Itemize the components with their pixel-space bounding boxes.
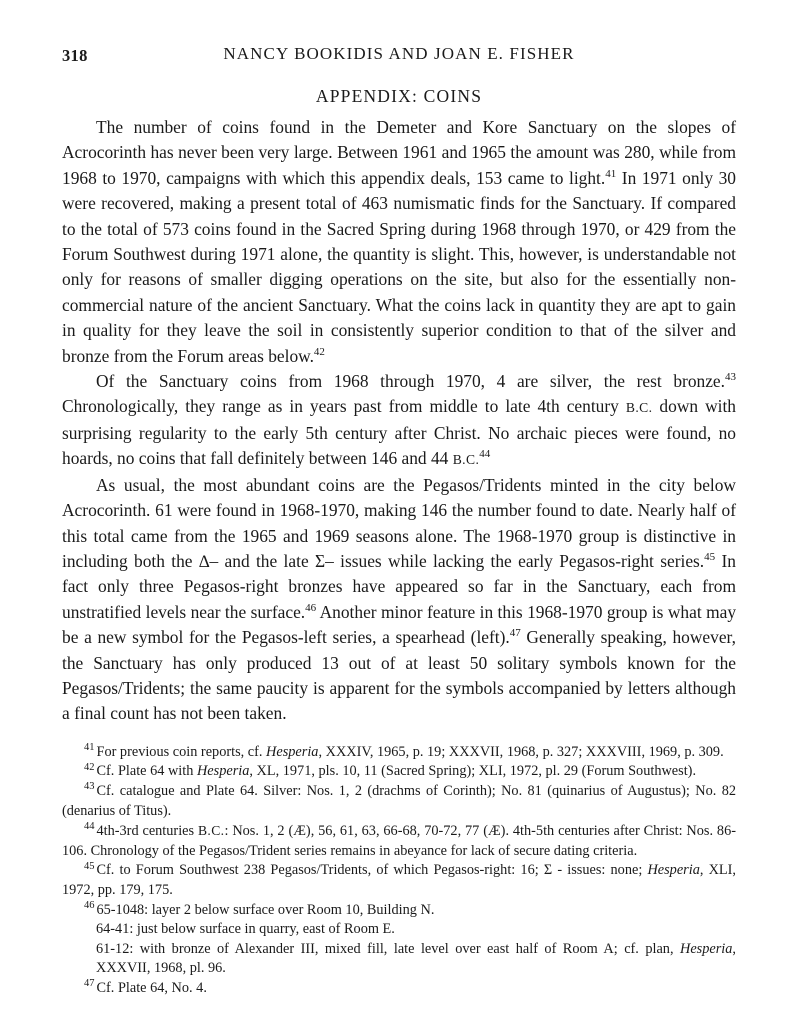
footnote-number: 41	[84, 741, 95, 753]
footnote-43	[62, 782, 736, 821]
para3-text-c: Another minor feature in this 1968-1970 group is what may be a new symbol for the Pegasos-left series, a spearhead (left).	[62, 601, 737, 648]
para1-text-a: The number of coins found in the Demeter and Kore Sanctuary on the slopes of Acrocorinth has never been very large. Between 1961 and 1965 the amount was 280, while from 1968 to 1970, campaigns with which this appendix deals, 153 came to light.	[62, 117, 736, 188]
footnote-text: , XL, 1971, pls. 10, 11 (Sacred Spring); XLI, 1972, pl. 29 (Forum Southwest).	[249, 763, 697, 780]
para2-text-c: down with surprising regularity to the early 5th century after Christ. No archaic pieces were found, no hoards, no coins that fall definitely between 146 and 44	[62, 396, 737, 469]
footnote-46-subline-1: 64-41: just below surface in quarry, east of Room E.	[96, 921, 395, 938]
footnotes-section	[62, 743, 736, 999]
footnote-number: 45	[84, 860, 95, 872]
footnote-ref-44: 44	[479, 448, 491, 461]
footnote-smallcaps: B.C.	[197, 823, 225, 839]
footnote-text: Cf. Plate 64, No. 4.	[96, 979, 207, 996]
paragraph-2	[62, 369, 736, 473]
footnote-number: 44	[84, 821, 95, 833]
body-text	[62, 115, 736, 727]
para3-text-b: In fact only three Pegasos-right bronzes have appeared so far in the Sanctuary, each from unstratified levels near the surface.	[62, 550, 736, 622]
footnote-journal-title: Hesperia	[647, 862, 700, 879]
appendix-title: APPENDIX: COINS	[315, 86, 483, 106]
footnote-ref-43: 43	[725, 371, 736, 384]
para2-smallcaps-bc-2: B.C.	[452, 452, 480, 468]
para2-smallcaps-bc-1: B.C.	[625, 400, 653, 416]
subline2-text-a: 61-12: with bronze of Alexander III, mixed fill, late level over east half of Room A; cf. plan,	[96, 940, 680, 957]
footnote-ref-46: 46	[305, 601, 317, 614]
footnote-ref-45: 45	[704, 551, 716, 564]
para2-text-a: Of the Sanctuary coins from 1968 through 1970, 4 are silver, the rest bronze.	[96, 371, 725, 392]
footnote-text: For previous coin reports, cf.	[96, 743, 267, 760]
footnote-text: Cf. to Forum Southwest 238 Pegasos/Tridents, of which Pegasos-right: 16; Σ - issues: none;	[96, 862, 648, 879]
footnote-ref-47: 47	[509, 627, 521, 640]
footnote-46-subline-2	[62, 940, 736, 979]
footnote-text: : Nos. 1, 2 (Æ), 56, 61, 63, 66-68, 70-72, 77 (Æ). 4th-5th centuries after Christ: Nos. 86-106. Chronology of the Pegasos/Trident series remains in abeyance for lack of secure dating criteria.	[62, 823, 736, 859]
footnotes-tail	[62, 979, 736, 999]
subline2-text-b: , XXXVII, 1968, pl. 96.	[96, 940, 736, 977]
footnote-ref-42: 42	[313, 345, 325, 358]
para2-text-b: Chronologically, they range as in years past from middle to late 4th century	[62, 396, 626, 417]
para3-text-d: Generally speaking, however, the Sanctuary has only produced 13 out of at least 50 solitary symbols known for the Pegasos/Tridents; the same paucity is apparent for the symbols accompanied by letters although a final count has not been taken.	[62, 627, 737, 724]
footnote-text: 4th-3rd centuries	[96, 823, 198, 840]
page-number: 318	[62, 46, 88, 65]
footnote-text: , XLI, 1972, pp. 179, 175.	[62, 862, 736, 898]
footnote-ref-41: 41	[605, 168, 617, 181]
footnote-number: 47	[84, 978, 95, 990]
para1-text-b: In 1971 only 30 were recovered, making a present total of 463 numismatic finds for the Sanctuary. If compared to the total of 573 coins found in the Sacred Spring during 1968 through 1970, or 429 from the Forum Southwest during 1971 alone, the quantity is slight. This, however, is understandable not only for reasons of smaller digging operations on the site, but also for the essentially non-commercial nature of the ancient Sanctuary. What the coins lack in quantity they are apt to gain in quality for they leave the soil in consistently superior condition to that of the silver and bronze from the Forum areas below.	[62, 167, 736, 366]
footnote-number: 43	[84, 781, 95, 793]
paragraph-3	[62, 473, 736, 727]
footnote-text: 65-1048: layer 2 below surface over Room 10, Building N.	[96, 901, 435, 918]
footnote-41	[62, 743, 736, 763]
paragraph-1	[62, 115, 736, 369]
footnote-46	[62, 901, 736, 921]
footnote-number: 46	[84, 899, 95, 911]
running-head-title: NANCY BOOKIDIS AND JOAN E. FISHER	[223, 44, 575, 63]
footnotes-list	[62, 743, 736, 920]
footnote-44	[62, 821, 736, 861]
subline2-journal: Hesperia	[680, 940, 733, 957]
footnote-text: , XXXIV, 1965, p. 19; XXXVII, 1968, p. 327; XXXVIII, 1969, p. 309.	[318, 743, 724, 760]
footnote-journal-title: Hesperia	[266, 743, 319, 760]
footnote-number: 42	[84, 761, 95, 773]
footnote-42	[62, 762, 736, 782]
footnote-text: Cf. Plate 64 with	[96, 763, 197, 780]
footnote-journal-title: Hesperia	[196, 763, 250, 780]
footnote-45	[62, 861, 736, 900]
para3-text-a: As usual, the most abundant coins are the Pegasos/Tridents minted in the city below Acrocorinth. 61 were found in 1968-1970, making 146 the number found to date. Nearly half of this total came from the 1965 and 1969 seasons alone. The 1968-1970 group is distinctive in including both the ∆– and the late Σ– issues while lacking the early Pegasos-right series.	[62, 474, 736, 571]
footnote-47	[62, 979, 736, 999]
running-head	[62, 44, 736, 74]
footnote-text: Cf. catalogue and Plate 64. Silver: Nos. 1, 2 (drachms of Corinth); No. 81 (quinarius of Augustus); No. 82 (denarius of Titus).	[62, 782, 736, 819]
